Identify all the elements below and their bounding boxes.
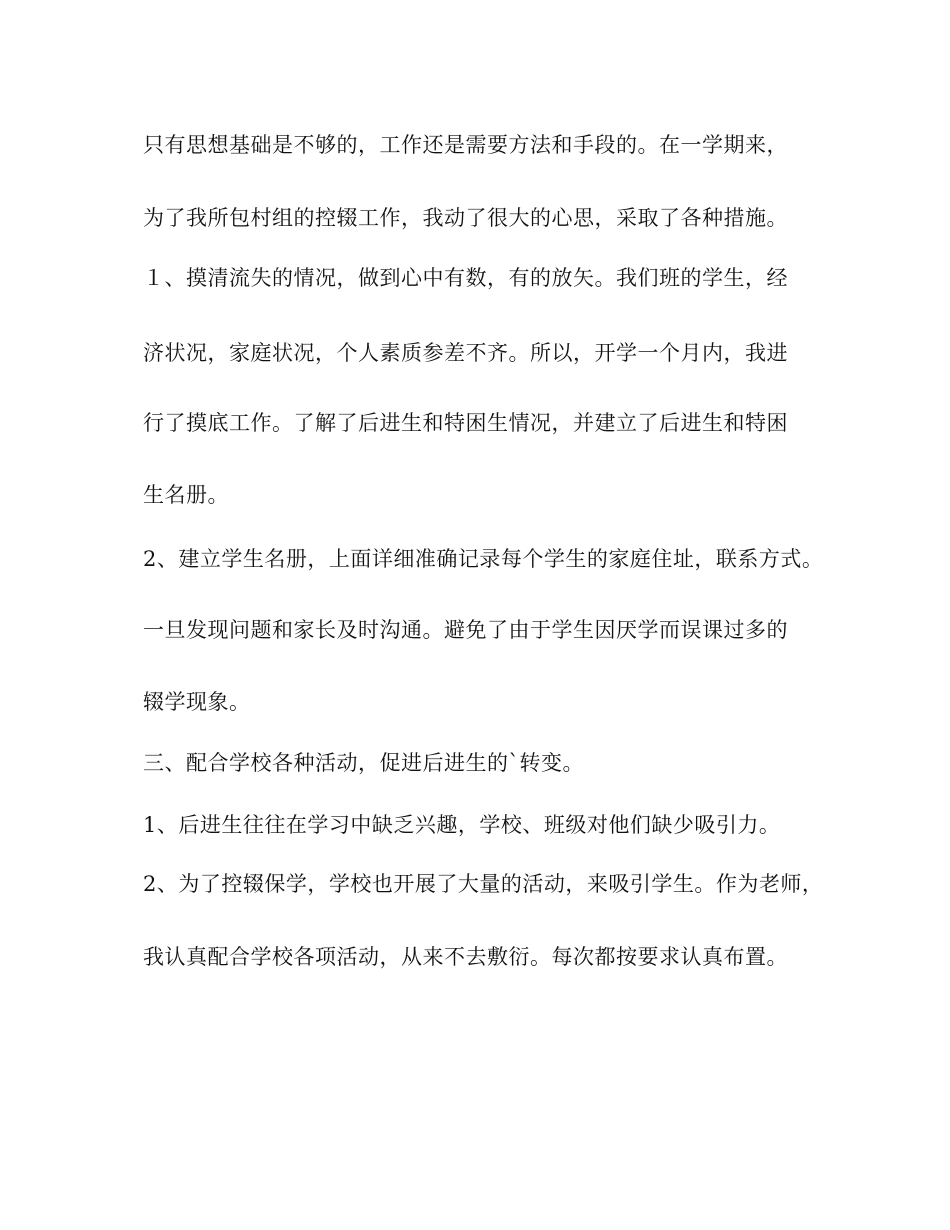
- text-line: 行了摸底工作。了解了后进生和特困生情况，并建立了后进生和特困: [143, 411, 788, 435]
- text-line: 只有思想基础是不够的，工作还是需要方法和手段的。在一学期来，: [143, 133, 788, 157]
- text-line: 济状况，家庭状况，个人素质参差不齐。所以，开学一个月内，我进: [143, 341, 788, 365]
- text-line: 我认真配合学校各项活动，从来不去敷衍。每次都按要求认真布置。: [143, 945, 788, 969]
- text-line: 为了我所包村组的控辍工作，我动了很大的心思，采取了各种措施。: [143, 206, 788, 230]
- text-line: 2、建立学生名册，上面详细准确记录每个学生的家庭住址，联系方式。: [143, 547, 824, 571]
- text-line: 生名册。: [143, 483, 229, 507]
- text-line: 一旦发现问题和家长及时沟通。避免了由于学生因厌学而误课过多的: [143, 618, 788, 642]
- text-line: 2、为了控辍保学，学校也开展了大量的活动，来吸引学生。作为老师，: [143, 872, 824, 896]
- text-line: 三、配合学校各种活动，促进后进生的`转变。: [143, 751, 584, 775]
- text-line: １、摸清流失的情况，做到心中有数，有的放矢。我们班的学生，经: [143, 266, 788, 290]
- text-line: 辍学现象。: [143, 690, 251, 714]
- text-line: 1、后进生往往在学习中缺乏兴趣，学校、班级对他们缺少吸引力。: [143, 813, 781, 837]
